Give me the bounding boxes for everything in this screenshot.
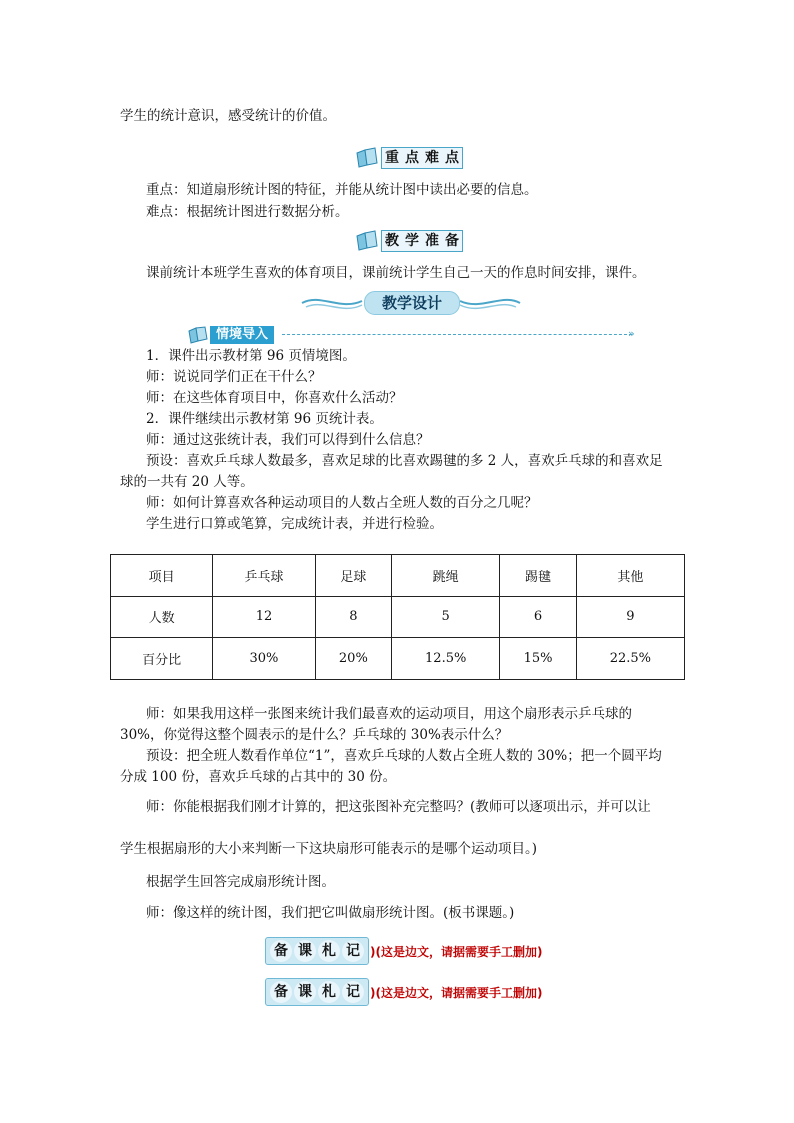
table-cell: 乒乓球 — [213, 555, 315, 597]
table-cell: 15% — [500, 638, 576, 680]
text-line: 师：如果我用这样一张图来统计我们最喜欢的运动项目，用这个扇形表示乒乓球的 — [146, 706, 632, 722]
text-line: 预设：喜欢乒乓球人数最多，喜欢足球的比喜欢踢毽的多 2 人，喜欢乒乓球的和喜欢足 — [146, 453, 663, 469]
table-row — [111, 555, 685, 597]
table-cell: 人数 — [111, 596, 213, 638]
statistics-table — [110, 554, 685, 680]
text-line: 难点：根据统计图进行数据分析。 — [146, 204, 349, 220]
table-cell: 跳绳 — [392, 555, 500, 597]
section-header-key-difficult — [355, 146, 463, 170]
table-cell: 30% — [213, 638, 315, 680]
text-line: 30%，你觉得这整个圆表示的是什么？乒乓球的 30%表示什么？ — [120, 727, 509, 743]
table-cell: 5 — [392, 596, 500, 638]
table-cell: 项目 — [111, 555, 213, 597]
text-line: 学生进行口算或笔算，完成统计表，并进行检验。 — [146, 516, 443, 532]
text-line: 师：在这些体育项目中，你喜欢什么活动？ — [146, 390, 403, 406]
section-header-preparation — [355, 229, 463, 253]
notes-hint: )(这是边文，请据需要手工删加) — [370, 944, 543, 959]
table-cell: 其他 — [576, 555, 684, 597]
notes-badge: 备 课 札 记 — [265, 978, 369, 1006]
text-line: 师：通过这张统计表，我们可以得到什么信息？ — [146, 432, 430, 448]
tag-label: 情境导入 — [210, 326, 274, 344]
book-icon — [188, 326, 208, 344]
section-title: 教 学 准 备 — [381, 230, 463, 252]
table-cell: 踢毽 — [500, 555, 576, 597]
section-title: 重 点 难 点 — [381, 147, 463, 169]
text-line: 球的一共有 20 人等。 — [120, 474, 254, 490]
double-arrow-icon: » — [628, 327, 635, 340]
notes-hint: )(这是边文，请据需要手工删加) — [370, 985, 543, 1000]
section-tag-intro — [188, 325, 274, 345]
text-line: 课前统计本班学生喜欢的体育项目，课前统计学生自己一天的作息时间安排，课件。 — [146, 265, 646, 281]
text-line: 重点：知道扇形统计图的特征，并能从统计图中读出必要的信息。 — [146, 182, 538, 198]
table-row — [111, 596, 685, 638]
table-cell: 8 — [315, 596, 391, 638]
text-line: 学生根据扇形的大小来判断一下这块扇形可能表示的是哪个运动项目。) — [120, 841, 538, 857]
text-line: 预设：把全班人数看作单位“1”，喜欢乒乓球的人数占全班人数的 30%；把一个圆平均 — [146, 748, 662, 764]
lesson-notes-label — [265, 937, 542, 965]
book-icon — [355, 230, 379, 252]
lesson-notes-label — [265, 978, 542, 1006]
teaching-design-banner — [300, 289, 522, 315]
table-cell: 足球 — [315, 555, 391, 597]
table-cell: 20% — [315, 638, 391, 680]
banner-title: 教学设计 — [364, 291, 460, 315]
text-line: 根据学生回答完成扇形统计图。 — [146, 874, 335, 890]
text-line: 师：你能根据我们刚才计算的，把这张图补充完整吗？(教师可以逐项出示，并可以让 — [146, 799, 651, 815]
table-cell: 9 — [576, 596, 684, 638]
table-cell: 22.5% — [576, 638, 684, 680]
text-line: 1．课件出示教材第 96 页情境图。 — [146, 348, 356, 364]
text-line: 学生的统计意识，感受统计的价值。 — [120, 108, 336, 124]
table-cell: 12.5% — [392, 638, 500, 680]
text-line: 师：如何计算喜欢各种运动项目的人数占全班人数的百分之几呢？ — [146, 495, 538, 511]
book-icon — [355, 147, 379, 169]
text-line: 2．课件继续出示教材第 96 页统计表。 — [146, 411, 383, 427]
notes-badge: 备 课 札 记 — [265, 937, 369, 965]
text-line: 师：说说同学们正在干什么？ — [146, 369, 322, 385]
text-line: 师：像这样的统计图，我们把它叫做扇形统计图。(板书课题。) — [146, 905, 515, 921]
dashed-divider — [282, 334, 632, 335]
table-row — [111, 638, 685, 680]
text-line: 分成 100 份，喜欢乒乓球的占其中的 30 份。 — [120, 769, 397, 785]
table-cell: 12 — [213, 596, 315, 638]
table-cell: 百分比 — [111, 638, 213, 680]
table-cell: 6 — [500, 596, 576, 638]
